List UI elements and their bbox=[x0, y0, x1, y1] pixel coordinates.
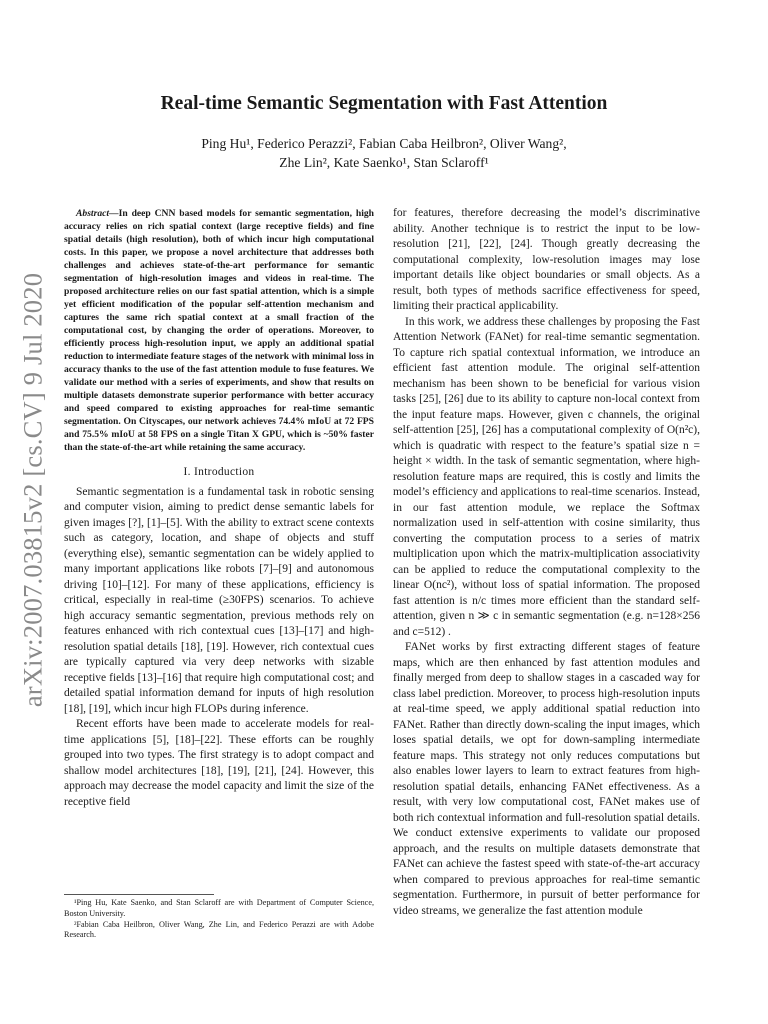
intro-paragraph-2: Recent efforts have been made to accelerate models for real-time applications [5], [18]–[22]. These efforts can be roughly grouped into two types. The first strategy is to adopt compact and shallow model architectures [18], [19], [21], [24]. However, this approach may decrease the model capacity and limit the size of the receptive field bbox=[64, 718, 374, 808]
footnote-rule bbox=[64, 894, 214, 895]
arxiv-identifier-stamp bbox=[13, 272, 53, 708]
footnote-1: ¹Ping Hu, Kate Saenko, and Stan Sclaroff are with Department of Computer Science, Boston University. bbox=[64, 898, 374, 918]
author-line-2: Zhe Lin², Kate Saenko¹, Stan Sclaroff¹ bbox=[279, 155, 489, 170]
arxiv-identifier-text: arXiv:2007.03815v2 [cs.CV] 9 Jul 2020 bbox=[17, 272, 48, 708]
right-column bbox=[393, 206, 700, 919]
intro-paragraph-1: Semantic segmentation is a fundamental task in robotic sensing and computer vision, aiming to predict dense semantic labels for given images [?], [1]–[5]. With the ability to extract scene contexts such as category, location, and shape of objects and stuff (everything else), semantic segmentation can be widely applied to many important applications like robots [7]–[9] and autonomous driving [10]–[12]. For many of these applications, efficiency is critical, especially in real-time (≥30FPS) scenarios. To achieve high accuracy semantic segmentation, previous methods rely on features enhanced with rich contextual cues [13]–[17] and high-resolution spatial details [18], [19]. However, rich contextual cues are typically captured via very deep networks with sizable receptive fields [13]–[16] that require high computational cost; and detailed spatial information demand for inputs of high resolution [18], [19], which incur high FLOPs during inference. bbox=[64, 485, 374, 715]
footnote-2: ²Fabian Caba Heilbron, Oliver Wang, Zhe Lin, and Federico Perazzi are with Adobe Research. bbox=[64, 919, 374, 940]
abstract-label: Abstract— bbox=[76, 208, 119, 219]
author-line-1: Ping Hu¹, Federico Perazzi², Fabian Caba Heilbron², Oliver Wang², bbox=[201, 136, 567, 151]
abstract bbox=[64, 207, 374, 454]
abstract-text: In deep CNN based models for semantic segmentation, high accuracy relies on rich spatial context (large receptive fields) and fine spatial details (high resolution), both of which incur high computational costs. In this paper, we propose a novel architecture that addresses both challenges and achieves state-of-the-art performance for semantic segmentation of high-resolution images and videos in real-time. The proposed architecture relies on our fast spatial attention, which is a simple yet efficient modification of the popular self-attention mechanism and captures the same rich spatial context at a small fraction of the computational cost, by changing the order of operations. Moreover, to efficiently process high-resolution input, we apply an additional spatial reduction to intermediate feature stages of the network with minimal loss in accuracy thanks to the use of the fast attention module to fuse features. We validate our method with a series of experiments, and show that results on multiple datasets demonstrate superior performance with better accuracy and speed compared to existing approaches for real-time semantic segmentation. On Cityscapes, our network achieves 74.4% mIoU at 72 FPS and 75.5% mIoU at 58 FPS on a single Titan X GPU, which is ~50% faster than the state-of-the-art while retaining the same accuracy. bbox=[64, 208, 374, 453]
footnotes bbox=[64, 898, 374, 941]
right-paragraph-1: for features, therefore decreasing the model’s discriminative ability. Another technique is to restrict the input to be low-resolution [21], [22], [24]. Though greatly decreasing the computational complexity, low-resolution images may lose important details like object boundaries or small objects. As a result, both types of methods sacrifice effectiveness for speed, limiting their practical applicability. bbox=[393, 207, 700, 312]
right-paragraph-3: FANet works by first extracting different stages of feature maps, which are then enhanced by fast attention modules and finally merged from deep to shallow stages in a cascaded way for class label prediction. Moreover, to process high-resolution inputs at real-time speed, we apply additional spatial reduction into FANet. Rather than directly down-scaling the input images, which loses spatial details, we opt for down-sampling intermediate feature maps. This strategy not only reduces computations but also enables lower layers to learn to extract features from high-resolution spatial details, enhancing FANet effectiveness. As a result, with very low computational cost, FANet makes use of both rich contextual information and full-resolution spatial details. We conduct extensive experiments to validate our proposed approach, and the results on multiple datasets demonstrate that FANet can achieve the fastest speed with state-of-the-art accuracy when compared to previous approaches for real-time semantic segmentation. Furthermore, in pursuit of better performance for video streams, we generalize the fast attention module bbox=[393, 641, 700, 917]
right-paragraph-2: In this work, we address these challenges by proposing the Fast Attention Network (FANet) for real-time semantic segmentation. To capture rich spatial contextual information, we introduce an efficient fast attention module. The original self-attention mechanism has been shown to be beneficial for various vision tasks [25], [26] due to its ability to capture non-local context from the input feature maps. However, given c channels, the original self-attention [25], [26] has a computational complexity of O(n²c), which is quadratic with respect to the feature’s spatial size n = height × width. In the task of semantic segmentation, where high-resolution feature maps are required, this is costly and limits the model’s efficiency and applications to real-time scenarios. Instead, in our fast attention module, we replace the Softmax normalization used in self-attention with cosine similarity, thus converting the computation process to a series of matrix multiplication upon which the matrix-multiplication associativity can be applied to reduce the computational complexity to the linear O(nc²), without loss of spatial information. The proposed fast attention is n/c times more efficient than the standard self-attention, given n ≫ c in semantic segmentation (e.g. n=128×256 and c=512) . bbox=[393, 315, 700, 638]
author-list bbox=[120, 134, 648, 172]
left-column bbox=[64, 207, 374, 810]
section-heading-introduction: I. Introduction bbox=[183, 466, 255, 478]
paper-title: Real-time Semantic Segmentation with Fast Attention bbox=[160, 93, 608, 114]
